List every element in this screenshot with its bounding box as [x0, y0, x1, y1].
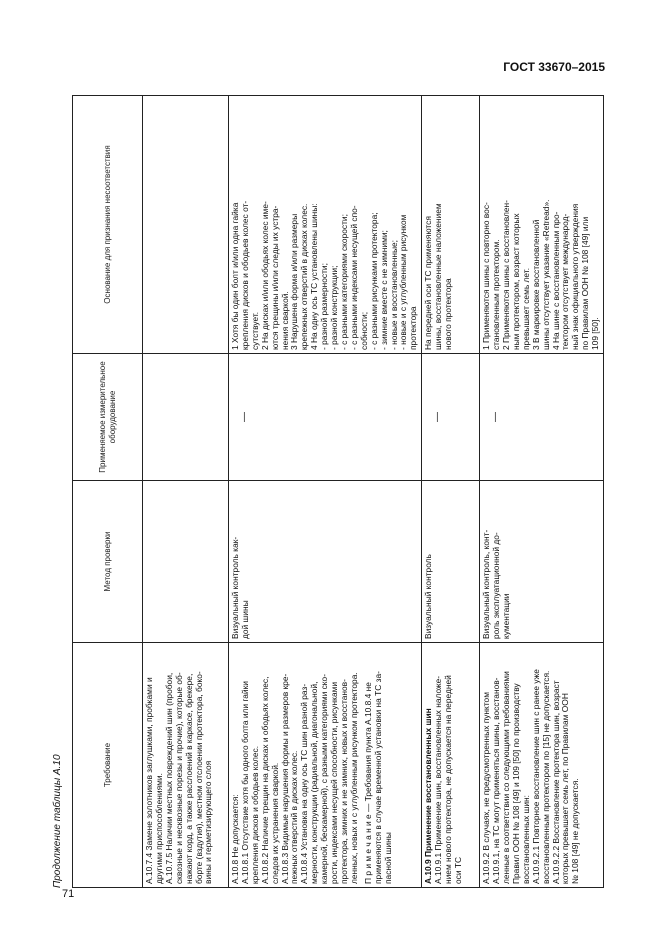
requirement-cell: [480, 643, 604, 888]
basis-cell-line: шины, восстановленные наложением: [433, 203, 444, 350]
requirement-cell-line: ленные в соответствии со следующими требованиями: [501, 671, 512, 884]
basis-cell-line: 3 В маркировке восстановленной: [530, 219, 541, 350]
requirement-cell-line: А.10.9.2.1 Повторное восстановление шин с ранее уже: [530, 669, 541, 884]
requirement-cell-line: восстановленным протектором по [15] не допускается.: [540, 670, 551, 884]
requirement-cell-line: восстановленных шин:: [520, 794, 531, 884]
requirement-cell-line: Правил ООН № 108 [49] и 109 [50] по производству: [510, 683, 521, 884]
requirement-cell-line: применяются в случае временной установки на ТС за-: [372, 671, 383, 884]
basis-cell-line: нения сваркой.: [279, 291, 290, 350]
table-body: [143, 96, 604, 888]
column-header-method: Метод проверки: [73, 481, 143, 643]
basis-cell-line: - новые и восстановленные;: [388, 240, 399, 350]
requirement-cell-line: сквозные и несквозные порезы и прочие), которые об-: [173, 672, 184, 884]
basis-cell-line: 3 Нарушена форма и/или размеры: [289, 213, 300, 350]
method-cell-line: дой шины: [239, 600, 250, 639]
basis-cell-line: собности;: [358, 311, 369, 350]
basis-cell-line: - новые и с углубленным рисунком: [398, 214, 409, 350]
method-cell: [422, 481, 480, 643]
equipment-cell: —: [422, 354, 480, 481]
requirement-cell-line: другими приспособлениями.: [153, 773, 164, 884]
requirement-cell-line: П р и м е ч а н и е — Требования пункта А.10.8.4 не: [362, 682, 373, 884]
method-cell: [480, 481, 604, 643]
method-cell-line: Визуальный контроль, конт-: [481, 529, 492, 639]
basis-cell-line: тектором отсутствует международ-: [560, 213, 571, 350]
requirement-cell-line: А.10.8.4 Установка на одну ось ТС шин разной раз-: [299, 683, 310, 884]
basis-cell-line: сутствует.: [249, 311, 260, 350]
requirement-cell-line: № 108 [49] не допускается.: [570, 778, 581, 884]
basis-cell-line: нового протектора: [443, 278, 454, 350]
requirement-cell-line: оси ТС: [452, 856, 463, 884]
method-cell: [229, 481, 422, 643]
basis-cell-line: крепления дисков и ободьев колес от-: [239, 200, 250, 350]
table-row: [422, 96, 480, 888]
basis-cell-line: - с разными рисунками протектора;: [368, 212, 379, 350]
requirement-cell-line: А.10.7.5 Наличии местных повреждений шин (пробои,: [163, 672, 174, 884]
basis-cell-line: - с разными индексами несущей спо-: [348, 205, 359, 350]
method-cell: [143, 481, 229, 643]
table-row: [480, 96, 604, 888]
basis-cell: [480, 96, 604, 354]
requirement-cell-line: А.10.8.3 Видимые нарушения формы и размеров кре-: [279, 673, 290, 884]
requirement-cell-line: пежных отверстий в дисках колес.: [289, 750, 300, 884]
basis-cell-line: протектора: [408, 306, 419, 350]
requirement-cell-line: А.10.8 Не допускается:: [230, 794, 240, 884]
table-rotator: [72, 96, 601, 888]
requirement-cell-line: следов их устранения сваркой.: [269, 762, 280, 884]
requirement-cell-line: рости, индексами несущей способности, рисунками: [329, 681, 340, 884]
basis-cell-line: 1 Применяются шины с повторно вос-: [481, 202, 492, 350]
column-header-basis: Основание для признания несоответствия: [73, 96, 143, 354]
requirement-cell-line: нием нового протектора, не допускается на передней: [443, 675, 454, 884]
requirement-cell-line: А.10.9.2.2 Восстановление протектора шин, возраст: [550, 680, 561, 884]
requirement-cell-line: А.10.8.1 Отсутствие хотя бы одного болта или гайки: [239, 681, 250, 884]
basis-cell-line: 109 [50].: [590, 317, 601, 350]
basis-cell-line: - разной конструкции;: [329, 265, 340, 350]
requirement-cell: [143, 643, 229, 888]
requirement-cell: [422, 643, 480, 888]
requirement-cell-line: мерности, конструкции (радиальной, диагональной,: [309, 681, 320, 884]
table-row: [229, 96, 422, 888]
requirement-cell-line: А.10.9 Применение восстановленных шин: [423, 708, 434, 884]
basis-cell-line: - с разными категориями скорости;: [338, 214, 349, 350]
requirement-cell-line: пасной шины: [382, 832, 393, 884]
basis-cell-line: ются трещины и/или следы их устра-: [269, 205, 280, 350]
requirement-cell-line: нажают корд, а также расслоений в каркасе, брекере,: [183, 673, 194, 884]
table-caption: Продолжение таблицы А.10: [52, 754, 63, 888]
table-row: [143, 96, 229, 888]
method-cell-line: Визуальный контроль как-: [230, 536, 240, 639]
requirement-cell-line: протектора, зимних и не зимних, новых и восстанов-: [338, 679, 349, 884]
basis-cell-line: шины отсутствует указание «Retread».: [540, 199, 551, 350]
basis-cell-line: превышает семь лет.: [520, 267, 531, 350]
requirement-cell-line: А.10.8.2 Наличие трещин на дисках и ободьях колес,: [259, 676, 270, 884]
column-header-requirement: Требование: [73, 643, 143, 888]
basis-cell-line: ный знак официального утверждения: [570, 203, 581, 350]
basis-cell-line: 1 Хотя бы один болт и/или одна гайка: [230, 202, 240, 350]
basis-cell: [229, 96, 422, 354]
requirement-cell-line: вины и герметизирующего слоя: [203, 760, 214, 884]
basis-cell-line: - зимние вместе с не зимними;: [378, 230, 389, 350]
basis-cell-line: 4 На одну ось ТС установлены шины:: [309, 203, 320, 350]
basis-cell-line: крепежных отверстий в дисках колес.: [299, 203, 310, 350]
basis-cell: [143, 96, 229, 354]
requirement-cell-line: борте (вздутия), местном отслоении протектора, боко-: [193, 671, 204, 884]
method-cell-line: Визуальный контроль: [423, 554, 434, 639]
column-header-equipment: Применяемое измерительное оборудование: [73, 354, 143, 481]
method-cell-line: кументации: [501, 593, 512, 639]
requirement-cell-line: А.10.7.4 Замене золотников заглушками, пробками и: [144, 677, 154, 884]
basis-cell-line: - разной размерности;: [319, 263, 330, 350]
basis-cell-line: по Правилам ООН № 108 [49] или: [580, 216, 591, 350]
requirement-cell-line: А.10.9.2 В случаях, не предусмотренных пунктом: [481, 692, 492, 884]
equipment-cell: —: [480, 354, 604, 481]
requirement-cell: [229, 643, 422, 888]
requirement-cell-line: А.10.9.1 Применение шин, восстановленных наложе-: [433, 675, 444, 884]
requirement-cell-line: ленных, новых и с углубленным рисунком протектора.: [348, 672, 359, 884]
requirement-cell-line: которых превышает семь лет, по Правилам ООН: [560, 693, 571, 884]
standard-header: ГОСТ 33670–2015: [503, 60, 605, 74]
basis-cell-line: 4 На шине с восстановленным про-: [550, 211, 561, 350]
caption-container: [46, 96, 70, 888]
page-number: 71: [62, 888, 75, 900]
requirement-cell-line: камерной, бескамерной), с разными категориями ско-: [319, 674, 330, 884]
table-header-row: [73, 96, 143, 888]
requirement-cell-line: А.10.9.1, на ТС могут применяться шины, восстанов-: [491, 677, 502, 884]
basis-cell: [422, 96, 480, 354]
basis-cell-line: 2 На дисках и/или ободьях колес име-: [259, 201, 270, 350]
equipment-cell: [143, 354, 229, 481]
method-cell-line: роль эксплуатационной до-: [491, 532, 502, 639]
requirements-table: [72, 95, 604, 888]
basis-cell-line: становленным протектором.: [491, 239, 502, 350]
basis-cell-line: На передней оси ТС применяются: [423, 216, 434, 350]
equipment-cell: —: [229, 354, 422, 481]
basis-cell-line: 2 Применяются шины с восстановлен-: [501, 200, 512, 350]
requirement-cell-line: крепления дисков и ободьев колес.: [249, 745, 260, 884]
basis-cell-line: ным протектором, возраст которых: [510, 213, 521, 350]
table-container: [72, 96, 601, 888]
